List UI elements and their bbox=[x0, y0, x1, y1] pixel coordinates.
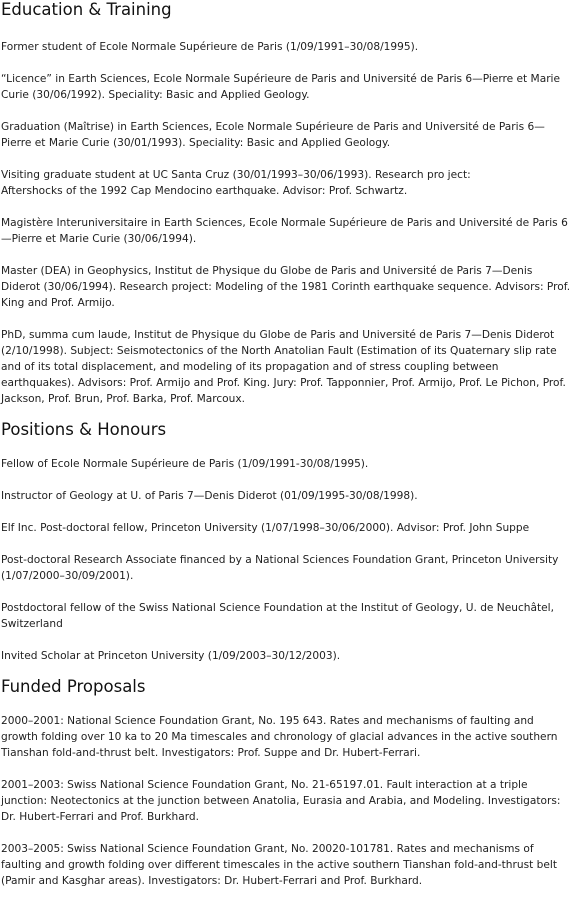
education-section bbox=[1, 0, 571, 407]
education-item: Graduation (Maîtrise) in Earth Sciences, Ecole Normale Supérieure de Paris and Université de Paris 6—Pierre et Marie Curie (30/01/1993). Speciality: Basic and Applied Geology. bbox=[1, 121, 545, 149]
education-item: Visiting graduate student at UC Santa Cruz (30/01/1993–30/06/1993). Research pro ject: Aftershocks of the 1992 Cap Mendocino earthquake. Advisor: Prof. Schwartz. bbox=[1, 169, 471, 197]
education-item: “Licence” in Earth Sciences, Ecole Normale Supérieure de Paris and Université de Paris 6—Pierre et Marie Curie (30/06/1992). Speciality: Basic and Applied Geology. bbox=[1, 73, 561, 101]
position-item: Elf Inc. Post-doctoral fellow, Princeton University (1/07/1998–30/06/2000). Advisor: Prof. John Suppe bbox=[1, 522, 530, 534]
positions-section bbox=[1, 420, 571, 664]
position-item: Post-doctoral Research Associate financed by a National Sciences Foundation Grant, Princeton University (1/07/2000–30/09/2001). bbox=[1, 554, 559, 582]
section-heading-education: Education & Training bbox=[1, 0, 172, 19]
section-heading-positions: Positions & Honours bbox=[1, 420, 167, 439]
funded-proposals-section bbox=[1, 677, 571, 889]
position-item: Fellow of Ecole Normale Supérieure de Paris (1/09/1991-30/08/1995). bbox=[1, 458, 369, 470]
position-item: Postdoctoral fellow of the Swiss National Science Foundation at the Institut of Geology, U. de Neuchâtel, Switzerland bbox=[1, 602, 554, 630]
education-item: PhD, summa cum laude, Institut de Physique du Globe de Paris and Université de Paris 7—Denis Diderot (2/10/1998). Subject: Seismotectonics of the North Anatolian Fault (Estimation of its Quaternary slip rate and of its total displacement, and modeling of its propagation and of stress coupling between earthquakes). Advisors: Prof. Armijo and Prof. King. Jury: Prof. Tapponnier, Prof. Armijo, Prof. Le Pichon, Prof. Jackson, Prof. Brun, Prof. Barka, Prof. Marcoux. bbox=[1, 329, 566, 405]
education-item: Magistère Interuniversitaire in Earth Sciences, Ecole Normale Supérieure de Paris and Université de Paris 6—Pierre et Marie Curie (30/06/1994). bbox=[1, 217, 568, 245]
position-item: Invited Scholar at Princeton University (1/09/2003–30/12/2003). bbox=[1, 650, 341, 662]
position-item: Instructor of Geology at U. of Paris 7—Denis Diderot (01/09/1995-30/08/1998). bbox=[1, 490, 418, 502]
proposal-item: 2001–2003: Swiss National Science Foundation Grant, No. 21-65197.01. Fault interaction at a triple junction: Neotectonics at the junction between Anatolia, Eurasia and Arabia, and Modeling. Investigators: Dr. Hubert-Ferrari and Prof. Burkhard. bbox=[1, 779, 561, 823]
proposal-item: 2003–2005: Swiss National Science Foundation Grant, No. 20020-101781. Rates and mechanisms of faulting and growth folding over different timescales in the active southern Tianshan fold-and-thrust belt (Pamir and Kasghar areas). Investigators: Dr. Hubert-Ferrari and Prof. Burkhard. bbox=[1, 843, 557, 887]
proposal-item: 2000–2001: National Science Foundation Grant, No. 195 643. Rates and mechanisms of faulting and growth folding over 10 ka to 20 Ma timescales and chronology of glacial advances in the active southern Tianshan fold-and-thrust belt. Investigators: Prof. Suppe and Dr. Hubert-Ferrari. bbox=[1, 715, 558, 759]
section-heading-funded-proposals: Funded Proposals bbox=[1, 677, 146, 696]
education-item: Master (DEA) in Geophysics, Institut de Physique du Globe de Paris and Université de Paris 7—Denis Diderot (30/06/1994). Research project: Modeling of the 1981 Corinth earthquake sequence. Advisors: Prof. King and Prof. Armijo. bbox=[1, 265, 571, 309]
education-item: Former student of Ecole Normale Supérieure de Paris (1/09/1991–30/08/1995). bbox=[1, 41, 419, 53]
